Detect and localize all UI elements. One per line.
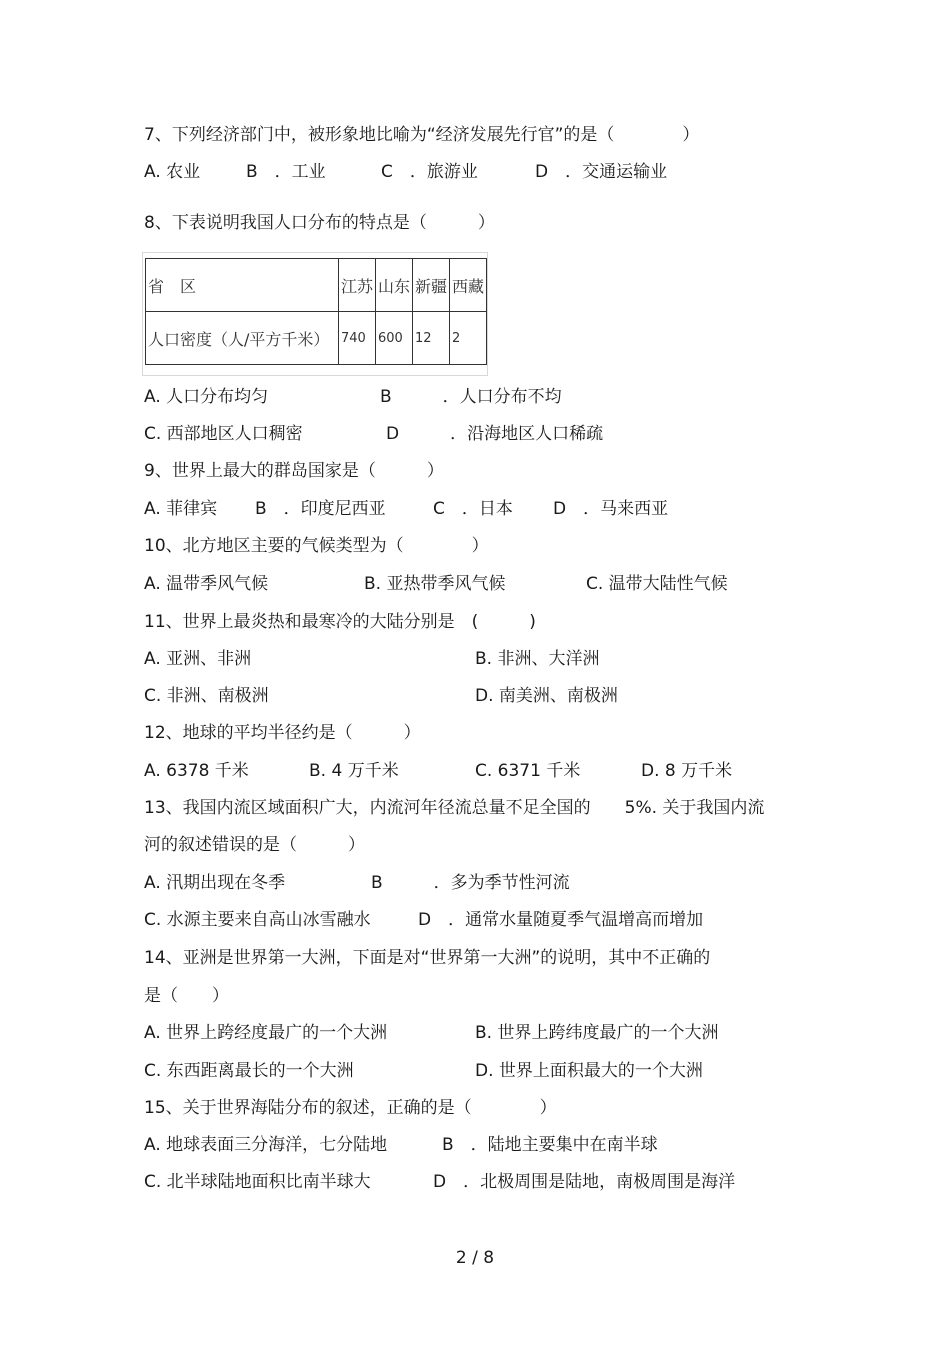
q8-option-b: B ．人口分布不均 <box>380 387 562 407</box>
q14-option-d: D. 世界上面积最大的一个大洲 <box>475 1061 703 1081</box>
q10-option-a: A. 温带季风气候 <box>144 574 269 594</box>
q7-option-d: D ．交通运输业 <box>535 162 668 182</box>
table-cell-province: 新疆 <box>413 259 450 312</box>
q7-option-b: B ．工业 <box>246 162 326 182</box>
table-row <box>146 312 487 365</box>
q12-option-c: C. 6371 千米 <box>475 761 581 781</box>
table-cell-province: 西藏 <box>450 259 487 312</box>
q11-option-d: D. 南美洲、南极洲 <box>475 686 618 706</box>
question-10-stem: 10、北方地区主要的气候类型为（ ） <box>144 536 489 556</box>
table-cell-province: 山东 <box>376 259 413 312</box>
table-cell-density: 12 <box>413 312 450 365</box>
page-number: 2 / 8 <box>455 1248 495 1268</box>
q14-option-a: A. 世界上跨经度最广的一个大洲 <box>144 1023 388 1043</box>
question-13-stem-cont: 河的叙述错误的是（ ） <box>144 835 365 855</box>
q9-option-b: B ．印度尼西亚 <box>255 499 386 519</box>
population-density-table <box>145 258 487 365</box>
q11-option-a: A. 亚洲、非洲 <box>144 649 252 669</box>
table-cell-density: 600 <box>376 312 413 365</box>
q8-option-c: C. 西部地区人口稠密 <box>144 424 303 444</box>
q12-option-b: B. 4 万千米 <box>309 761 399 781</box>
table-cell-density: 2 <box>450 312 487 365</box>
q13-option-d: D ．通常水量随夏季气温增高而增加 <box>418 910 704 930</box>
table-cell-density: 740 <box>339 312 376 365</box>
q8-option-d: D ．沿海地区人口稀疏 <box>386 424 604 444</box>
q12-option-d: D. 8 万千米 <box>641 761 733 781</box>
q10-option-b: B. 亚热带季风气候 <box>364 574 506 594</box>
q10-option-c: C. 温带大陆性气候 <box>586 574 728 594</box>
q15-option-d: D ．北极周围是陆地，南极周围是海洋 <box>433 1172 736 1192</box>
q9-option-a: A. 菲律宾 <box>144 499 218 519</box>
q9-option-d: D ．马来西亚 <box>553 499 669 519</box>
q9-option-c: C ．日本 <box>433 499 513 519</box>
q12-option-a: A. 6378 千米 <box>144 761 249 781</box>
q13-option-b: B ．多为季节性河流 <box>371 873 570 893</box>
question-13-stem: 13、我国内流区域面积广大，内流河年径流总量不足全国的 5%. 关于我国内流 <box>144 798 765 818</box>
question-15-stem: 15、关于世界海陆分布的叙述，正确的是（ ） <box>144 1098 557 1118</box>
table-row <box>146 259 487 312</box>
question-12-stem: 12、地球的平均半径约是（ ） <box>144 723 421 743</box>
question-7-stem: 7、下列经济部门中，被形象地比喻为“经济发展先行官”的是（ ） <box>144 125 700 145</box>
q11-option-c: C. 非洲、南极洲 <box>144 686 269 706</box>
q15-option-a: A. 地球表面三分海洋，七分陆地 <box>144 1135 388 1155</box>
question-11-stem: 11、世界上最炎热和最寒冷的大陆分别是 ( ) <box>144 612 536 632</box>
q15-option-b: B ．陆地主要集中在南半球 <box>442 1135 658 1155</box>
table-header-density: 人口密度（人/平方千米） <box>146 312 339 365</box>
q7-option-a: A. 农业 <box>144 162 201 182</box>
question-14-stem-cont: 是（ ） <box>144 986 229 1006</box>
q7-option-c: C ．旅游业 <box>381 162 478 182</box>
q11-option-b: B. 非洲、大洋洲 <box>475 649 600 669</box>
table-cell-province: 江苏 <box>339 259 376 312</box>
question-14-stem: 14、亚洲是世界第一大洲，下面是对“世界第一大洲”的说明，其中不正确的 <box>144 948 711 968</box>
question-8-stem: 8、下表说明我国人口分布的特点是（ ） <box>144 213 495 233</box>
q14-option-b: B. 世界上跨纬度最广的一个大洲 <box>475 1023 719 1043</box>
question-9-stem: 9、世界上最大的群岛国家是（ ） <box>144 461 444 481</box>
q13-option-a: A. 汛期出现在冬季 <box>144 873 286 893</box>
q15-option-c: C. 北半球陆地面积比南半球大 <box>144 1172 371 1192</box>
q14-option-c: C. 东西距离最长的一个大洲 <box>144 1061 354 1081</box>
table-header-province: 省 区 <box>146 259 339 312</box>
q8-option-a: A. 人口分布均匀 <box>144 387 269 407</box>
q13-option-c: C. 水源主要来自高山冰雪融水 <box>144 910 371 930</box>
